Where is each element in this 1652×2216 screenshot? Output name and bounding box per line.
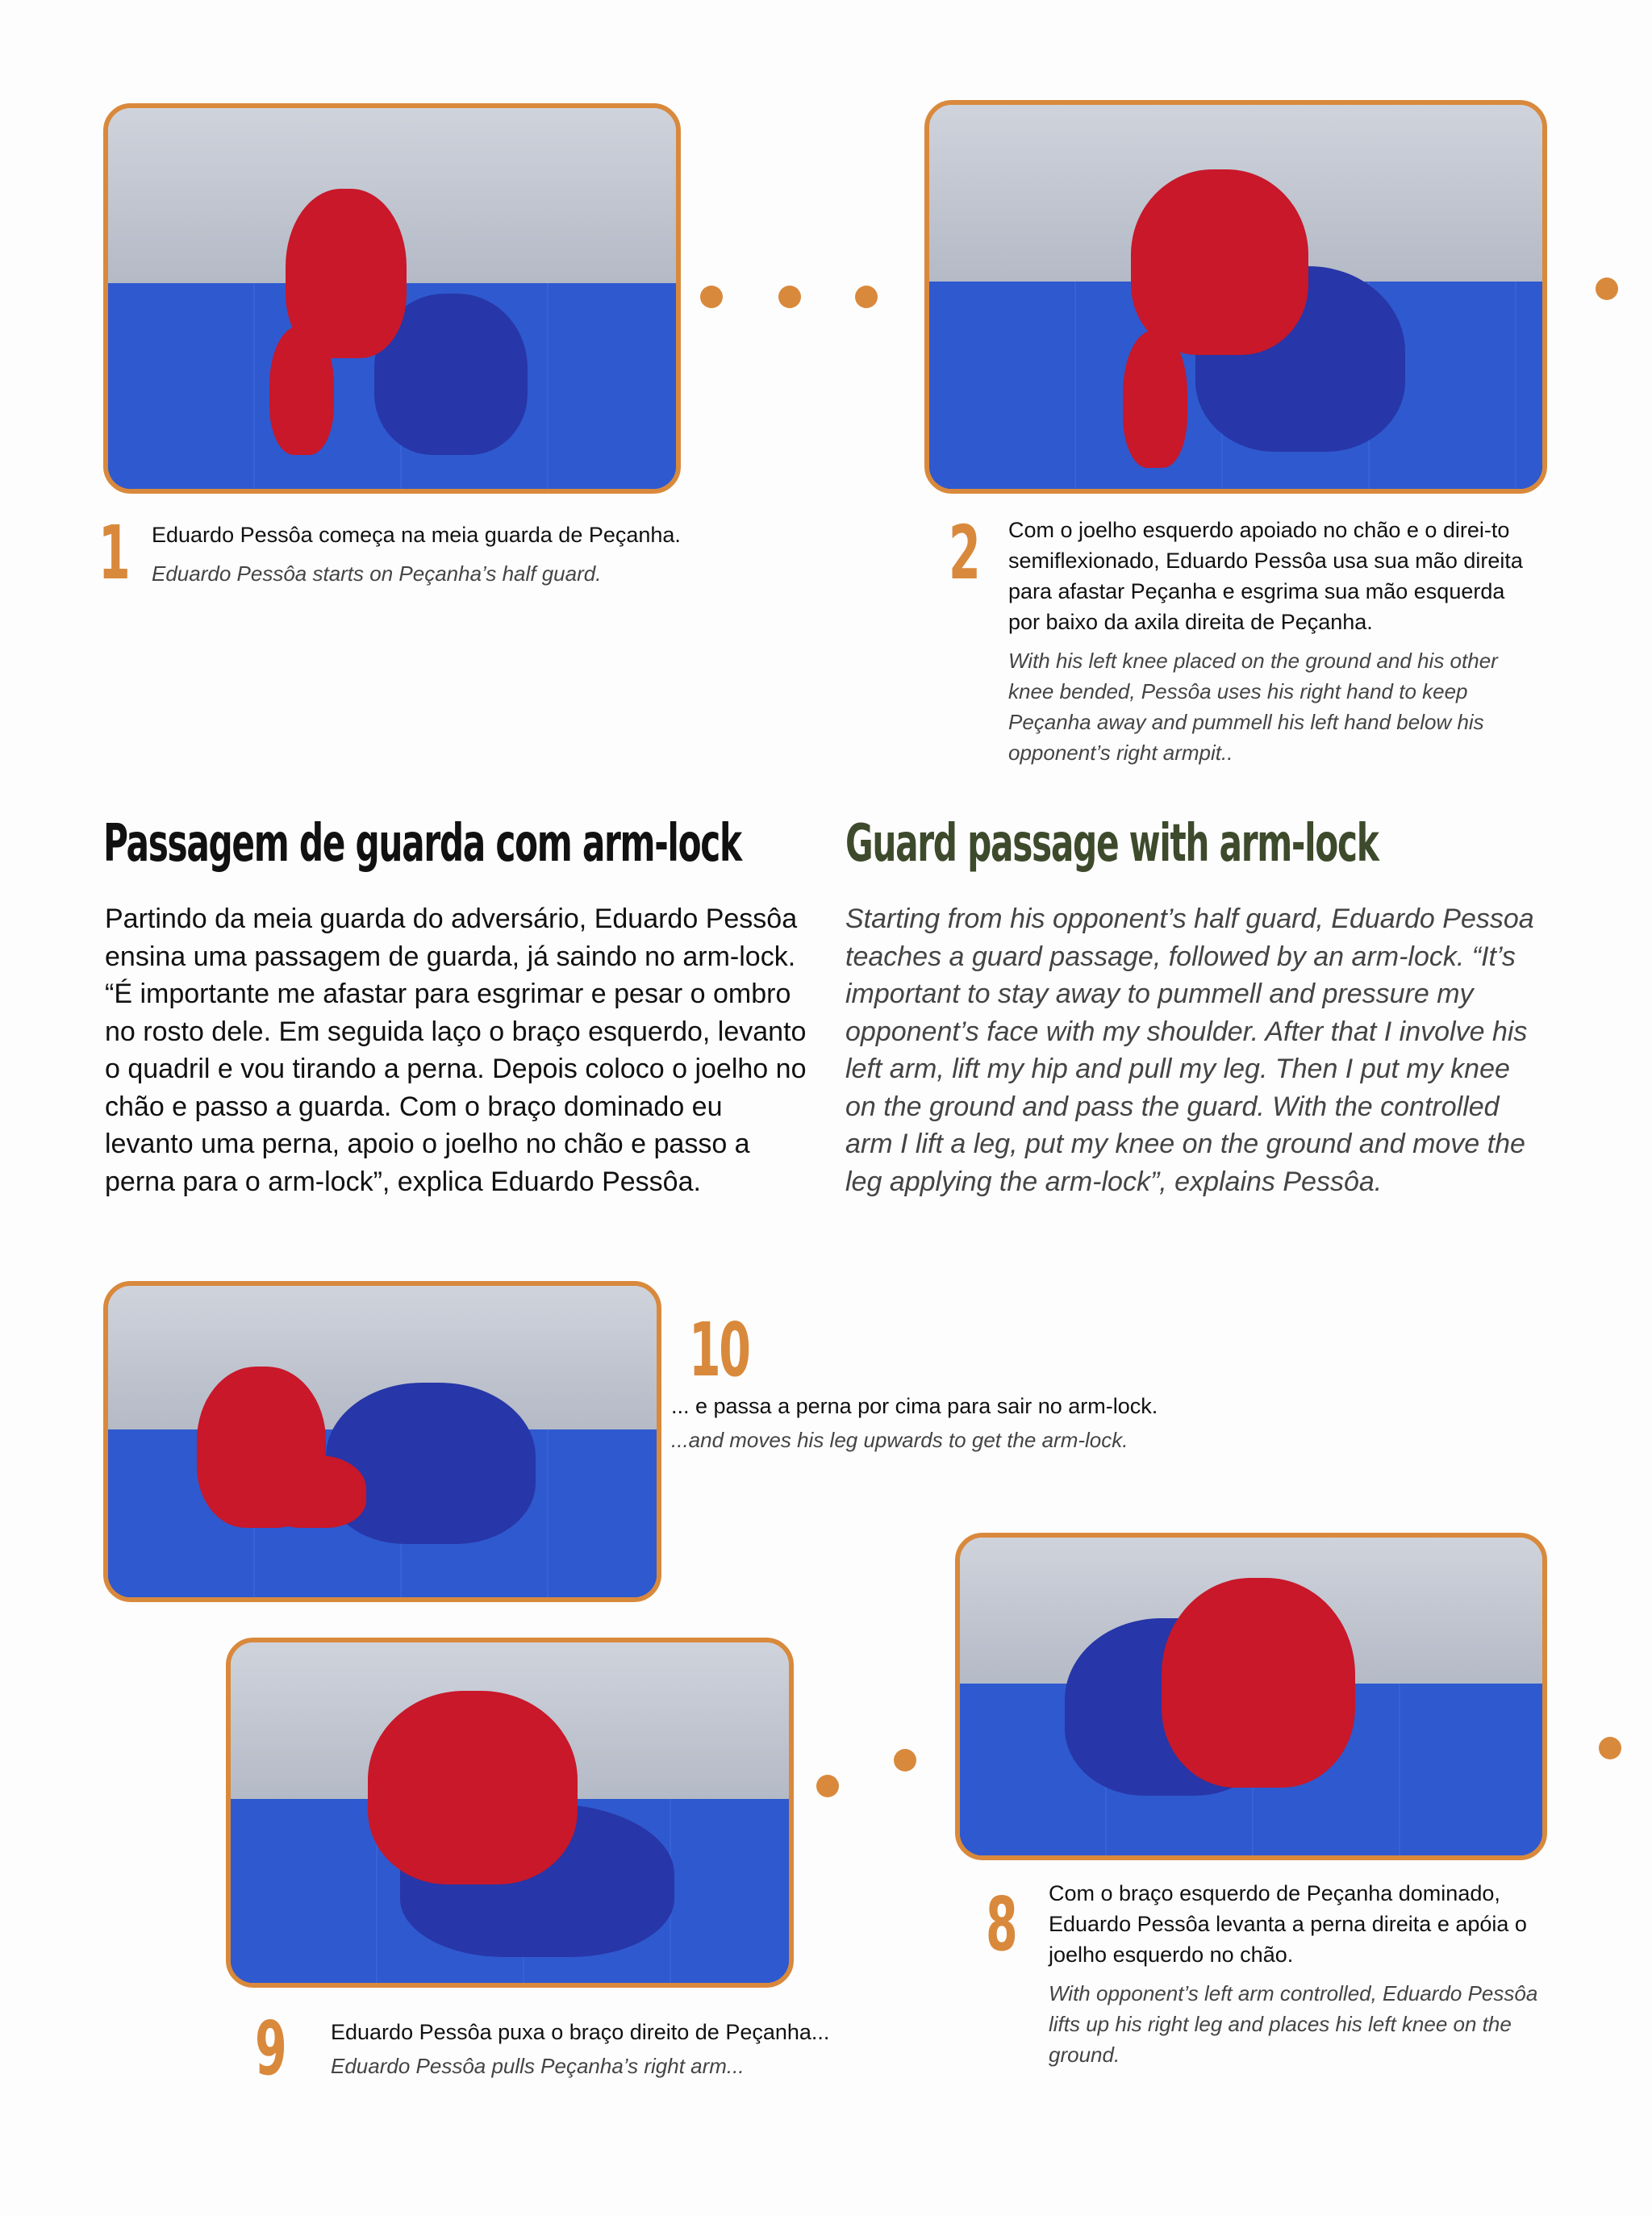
decorative-dot xyxy=(1596,278,1618,300)
decorative-dot xyxy=(894,1749,916,1772)
photo-step-8 xyxy=(955,1533,1547,1860)
step-number-1: 1 xyxy=(98,510,129,596)
body-text-en: Starting from his opponent’s half guard, Eduardo Pessoa teaches a guard passage, followed by an arm-lock. “It’s important to stay away to pummell and pressure my opponent’s face with my shoulder. After that I involve his left arm, lift my hip and pull my leg. Then I put my knee on the ground and pass the guard. With the controlled arm I lift a leg, put my knee on the ground and move the leg applying the arm-lock”, explains Pessôa. xyxy=(845,904,1534,1197)
caption-en: Eduardo Pessôa pulls Peçanha’s right arm... xyxy=(331,2054,745,2078)
photo-step-10 xyxy=(103,1281,661,1602)
caption-pt: Com o braço esquerdo de Peçanha dominado, Eduardo Pessôa levanta a perna direita e apóia o joelho esquerdo no chão. xyxy=(1049,1881,1527,1967)
caption-step-2 xyxy=(1008,515,1541,768)
caption-en: With opponent’s left arm controlled, Eduardo Pessôa lifts up his right leg and places his left knee on the ground. xyxy=(1049,1981,1538,2067)
caption-step-9 xyxy=(331,2017,912,2081)
photo-step-2 xyxy=(924,100,1547,494)
photo-step-1 xyxy=(103,103,681,494)
step-number-8: 8 xyxy=(986,1881,1016,1968)
caption-pt: Com o joelho esquerdo apoiado no chão e o direi-to semiflexionado, Eduardo Pessôa usa sua mão direita para afastar Peçanha e esgrima sua mão esquerda por baixo da axila direita de Peçanha. xyxy=(1008,518,1523,634)
caption-en: Eduardo Pessôa starts on Peçanha’s half guard. xyxy=(152,561,602,586)
decorative-dot xyxy=(700,286,723,308)
title-en: Guard passage with arm-lock xyxy=(845,814,1379,874)
step-number-10: 10 xyxy=(689,1307,749,1393)
body-text-pt: Partindo da meia guarda do adversário, Eduardo Pessôa ensina uma passagem de guarda, já saindo no arm-lock. “É importante me afastar para esgrimar e pesar o ombro no rosto dele. Em seguida laço o braço esquerdo, levanto o quadril e vou tirando a perna. Depois coloco o joelho no chão e passo a guarda. Com o braço dominado eu levanto uma perna, apoio o joelho no chão e passo a perna para o arm-lock”, explica Eduardo Pessôa. xyxy=(105,904,807,1197)
decorative-dot xyxy=(1599,1737,1621,1759)
step-number-2: 2 xyxy=(949,510,979,596)
decorative-dot xyxy=(816,1775,839,1797)
decorative-dot xyxy=(778,286,801,308)
caption-step-8 xyxy=(1049,1878,1549,2070)
caption-pt: ... e passa a perna por cima para sair no arm-lock. xyxy=(671,1394,1158,1418)
caption-en: ...and moves his leg upwards to get the arm-lock. xyxy=(671,1428,1128,1452)
caption-en: With his left knee placed on the ground and his other knee bended, Pessôa uses his right hand to keep Peçanha away and pummell his left hand below his opponent’s right armpit.. xyxy=(1008,649,1498,765)
caption-step-10 xyxy=(671,1391,1284,1455)
decorative-dot xyxy=(855,286,878,308)
photo-step-9 xyxy=(226,1638,794,1988)
title-pt: Passagem de guarda com arm-lock xyxy=(103,814,741,874)
caption-pt: Eduardo Pessôa puxa o braço direito de Peçanha... xyxy=(331,2020,830,2044)
caption-pt: Eduardo Pessôa começa na meia guarda de Peçanha. xyxy=(152,523,681,547)
step-number-9: 9 xyxy=(255,2005,286,2092)
caption-step-1 xyxy=(152,520,732,589)
